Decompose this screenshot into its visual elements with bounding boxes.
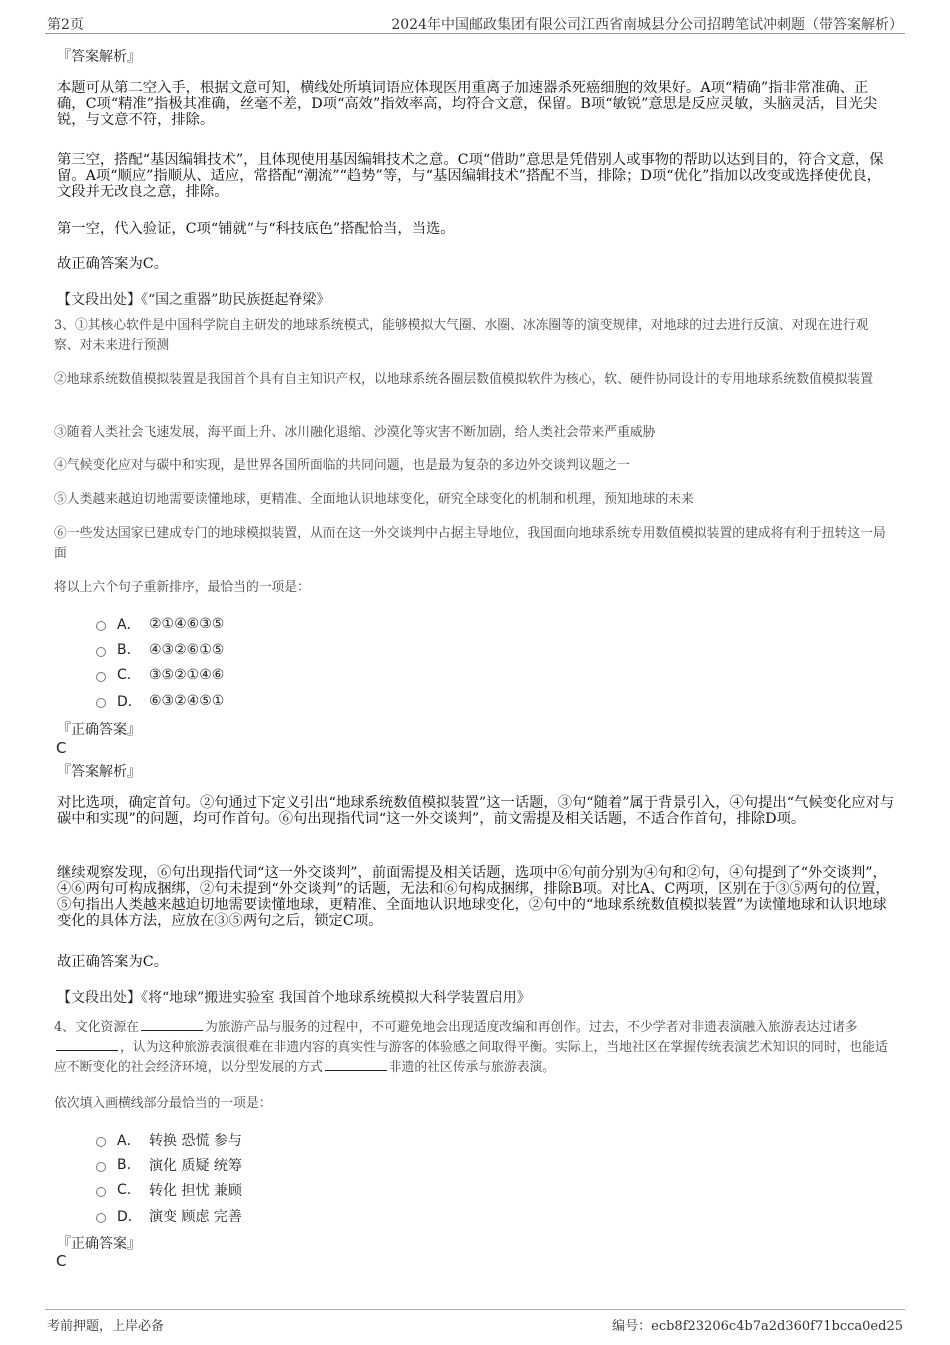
option-text: 转化 担忧 兼顾: [149, 1183, 242, 1199]
option-text: ②①④⑥③⑤: [149, 616, 225, 632]
q4-blank-1: [141, 1018, 203, 1031]
radio-icon[interactable]: [96, 1162, 106, 1172]
option-text: ③⑤②①④⑥: [149, 667, 225, 683]
q3-option-c[interactable]: [96, 665, 224, 685]
q4-option-d[interactable]: [96, 1206, 242, 1226]
option-key: B.: [117, 1157, 132, 1173]
page-number: 第2页: [47, 17, 84, 33]
option-key: C.: [117, 667, 132, 683]
q3-sentence-4: ④气候变化应对与碳中和实现，是世界各国所面临的共同问题，也是最为复杂的多边外交谈判议题之一: [54, 458, 630, 473]
q2-analysis-para4: 故正确答案为C。: [57, 256, 169, 272]
q4-stem-part2: 为旅游产品与服务的过程中，不可避免地会出现适度改编和再创作。过去，不少学者对非遗表演融入旅游表达过诸多: [204, 1020, 858, 1035]
radio-icon[interactable]: [96, 1137, 106, 1147]
q3-option-b[interactable]: [96, 640, 224, 660]
q2-analysis-para3: 第一空，代入验证，C项“铺就”与“科技底色”搭配恰当，当选。: [57, 221, 455, 237]
footer-slogan: 考前押题，上岸必备: [47, 1319, 165, 1334]
radio-icon[interactable]: [96, 1187, 106, 1197]
radio-icon[interactable]: [96, 647, 106, 657]
q3-sentence-2: ②地球系统数值模拟装置是我国首个具有自主知识产权，以地球系统各圈层数值模拟软件为核心，软、硬件协同设计的专用地球系统数值模拟装置: [54, 372, 873, 387]
q3-sentence-3: ③随着人类社会飞速发展，海平面上升、冰川融化退缩、沙漠化等灾害不断加剧，给人类社会带来严重威胁: [54, 425, 656, 440]
q2-source: 【文段出处】《“国之重器”助民族挺起脊梁》: [57, 292, 331, 308]
q3-sentence-1: 3、①其核心软件是中国科学院自主研发的地球系统模式，能够模拟大气圈、水圈、冰冻圈等的演变规律，对地球的过去进行反演、对现在进行观察、对未来进行预测: [54, 318, 869, 353]
q4-option-a[interactable]: [96, 1130, 242, 1150]
q3-correct-label: 『正确答案』: [57, 722, 141, 738]
q3-sentence-6: ⑥一些发达国家已建成专门的地球模拟装置，从而在这一外交谈判中占据主导地位，我国面向地球系统专用数值模拟装置的建成将有利于扭转这一局面: [54, 526, 886, 561]
page-header: [45, 11, 905, 34]
q4-correct-label: 『正确答案』: [57, 1236, 141, 1252]
option-text: 演变 顾虑 完善: [149, 1209, 242, 1225]
q4-option-c[interactable]: [96, 1180, 242, 1200]
option-key: D．: [117, 694, 142, 710]
q4-prompt: 依次填入画横线部分最恰当的一项是：: [54, 1096, 272, 1111]
q3-source: 【文段出处】《将“地球”搬进实验室 我国首个地球系统模拟大科学装置启用》: [57, 990, 531, 1006]
option-key: A．: [117, 1133, 141, 1149]
q4-blank-2: [56, 1038, 118, 1051]
q4-blank-3: [325, 1058, 387, 1071]
q3-option-d[interactable]: [96, 691, 224, 711]
q4-correct-answer: C: [56, 1252, 67, 1270]
q4-stem-part4: 非遗的社区传承与旅游表演。: [388, 1060, 556, 1075]
option-key: C.: [117, 1182, 132, 1198]
radio-icon[interactable]: [96, 1213, 106, 1223]
q4-option-b[interactable]: [96, 1155, 242, 1175]
option-text: 演化 质疑 统筹: [149, 1158, 242, 1174]
page-footer: [45, 1309, 905, 1334]
q3-analysis-label: 『答案解析』: [57, 764, 141, 780]
option-key: A．: [117, 617, 141, 633]
q3-sentence-5: ⑤人类越来越迫切地需要读懂地球，更精准、全面地认识地球变化，研究全球变化的机制和机理，预知地球的未来: [54, 492, 694, 507]
document-code: 编号：ecb8f23206c4b7a2d360f71bcca0ed25: [612, 1319, 903, 1334]
document-title: 2024年中国邮政集团有限公司江西省南城县分公司招聘笔试冲刺题（带答案解析）: [391, 17, 903, 33]
option-text: ⑥③②④⑤①: [149, 693, 225, 709]
q4-stem-part1: 4、文化资源在: [54, 1020, 139, 1035]
q3-correct-answer: C: [56, 739, 67, 757]
q3-analysis-para1: 对比选项，确定首句。②句通过下定义引出“地球系统数值模拟装置”这一话题，③句“随着”属于背景引入，④句提出“气候变化应对与碳中和实现”的问题，均可作首句。⑥句出现指代词“这一外交谈判”，前文需提及相关话题，不适合作首句，排除D项。: [57, 795, 895, 827]
radio-icon[interactable]: [96, 698, 106, 708]
option-key: D．: [117, 1209, 142, 1225]
option-key: B.: [117, 642, 132, 658]
q2-analysis-para2: 第三空，搭配“基因编辑技术”，且体现使用基因编辑技术之意。C项“借助”意思是凭借别人或事物的帮助以达到目的，符合文意，保留。A项“顺应”指顺从、适应，常搭配“潮流”“趋势”等，与“基因编辑技术”搭配不当，排除；D项“优化”指加以改变或选择使优良，文段并无改良之意，排除。: [57, 152, 884, 200]
q2-analysis-para1: 本题可从第二空入手，根据文意可知，横线处所填词语应体现医用重离子加速器杀死癌细胞的效果好。A项“精确”指非常准确、正确，C项“精准”指极其准确，丝毫不差，D项“高效”指效率高，均符合文意，保留。B项“敏锐”意思是反应灵敏，头脑灵活，目光尖锐，与文意不符，排除。: [57, 80, 878, 128]
q3-analysis-para3: 故正确答案为C。: [57, 954, 169, 970]
q3-option-a[interactable]: [96, 614, 224, 634]
q4-stem: [54, 1018, 892, 1078]
option-text: 转换 恐慌 参与: [149, 1133, 242, 1149]
q3-prompt: 将以上六个句子重新排序，最恰当的一项是：: [54, 580, 310, 595]
option-text: ④③②⑥①⑤: [149, 642, 225, 658]
q4-stem-part3: ，认为这种旅游表演很难在非遗内容的真实性与游客的体验感之间取得平衡。实际上，当地社区在掌握传统表演艺术知识的同时，也能适应不断变化的社会经济环境，以分型发展的方式: [54, 1040, 888, 1075]
q3-analysis-para2: 继续观察发现，⑥句出现指代词“这一外交谈判”，前面需提及相关话题，选项中⑥句前分别为④句和②句，④句提到了“外交谈判”，④⑥两句可构成捆绑，②句未提到“外交谈判”的话题，无法和⑥句构成捆绑，排除B项。对比A、C两项，区别在于③⑤两句的位置，⑤句指出人类越来越迫切地需要读懂地球，更精准、全面地认识地球变化，②句中的“地球系统数值模拟装置”为读懂地球和认识地球变化的具体方法，应放在③⑤两句之后，锁定C项。: [57, 865, 890, 929]
q2-analysis-label: 『答案解析』: [57, 49, 141, 65]
radio-icon[interactable]: [96, 621, 106, 631]
radio-icon[interactable]: [96, 672, 106, 682]
